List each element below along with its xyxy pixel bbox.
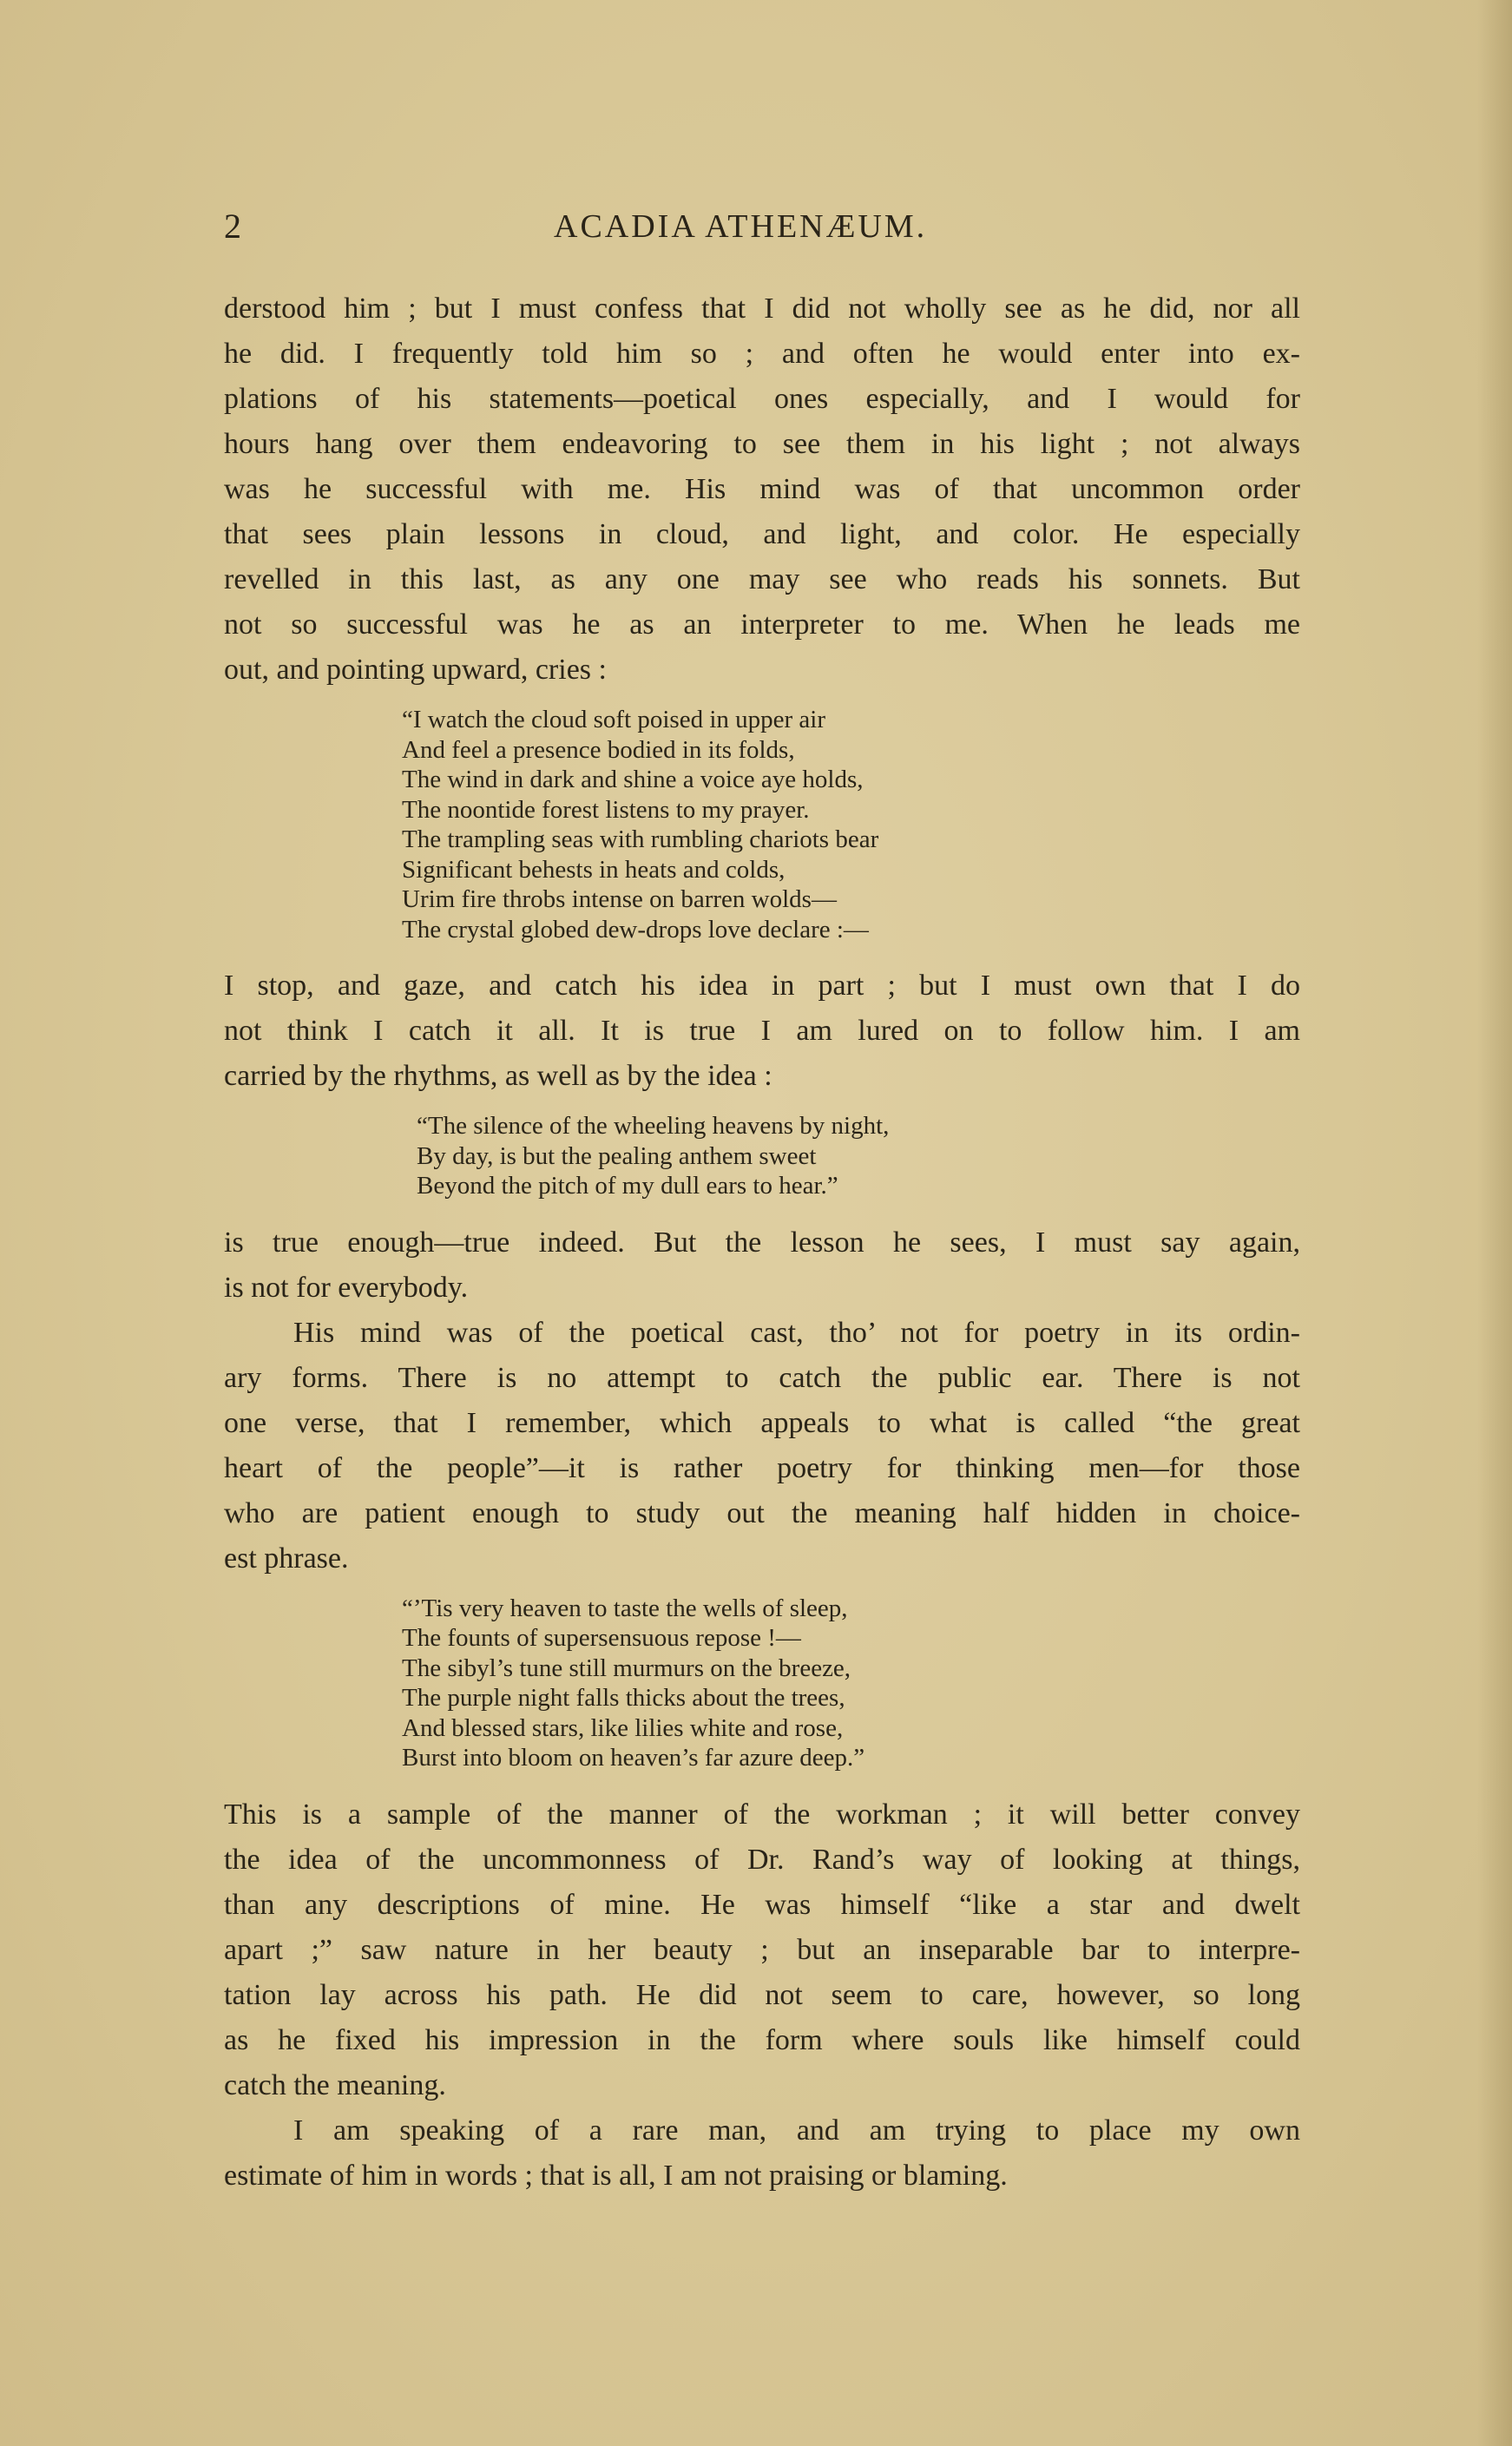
verse-line: Urim fire throbs intense on barren wolds— [402, 885, 837, 913]
text-line: derstood him ; but I must confess that I did not wholly see as he did, nor all [224, 293, 1300, 325]
text-line: catch the meaning. [224, 2068, 446, 2101]
text-line: This is a sample of the manner of the workman ; it will better convey [224, 1798, 1300, 1831]
text-line: not so successful was he as an interpreter to me. When he leads me [224, 608, 1300, 641]
paragraph-1 [224, 286, 1300, 693]
verse-line: The crystal globed dew-drops love declare :— [402, 915, 869, 944]
verse-line: The sibyl’s tune still murmurs on the breeze, [402, 1654, 851, 1682]
verse-line: “’Tis very heaven to taste the wells of sleep, [402, 1594, 848, 1622]
page-header [224, 205, 1300, 248]
verse-quote-1 [224, 705, 1300, 944]
text-line: plations of his statements—poetical ones especially, and I would for [224, 383, 1300, 415]
verse-line: The trampling seas with rumbling chariots bear [402, 825, 879, 853]
text-line: revelled in this last, as any one may see who reads his sonnets. But [224, 563, 1300, 595]
text-line: than any descriptions of mine. He was himself “like a star and dwelt [224, 1888, 1300, 1921]
text-line: est phrase. [224, 1542, 349, 1575]
text-line: apart ;” saw nature in her beauty ; but an inseparable bar to interpre- [224, 1933, 1300, 1966]
verse-line: “I watch the cloud soft poised in upper air [402, 706, 826, 733]
body-text [224, 286, 1300, 2199]
verse-line: Significant behests in heats and colds, [402, 855, 786, 884]
verse-line: The noontide forest listens to my prayer. [402, 795, 810, 824]
page-number: 2 [224, 207, 241, 246]
verse-line: And blessed stars, like lilies white and rose, [402, 1713, 844, 1742]
text-line: not think I catch it all. It is true I am lured on to follow him. I am [224, 1015, 1300, 1047]
verse-line: And feel a presence bodied in its folds, [402, 735, 795, 764]
verse-line: The wind in dark and shine a voice aye holds, [402, 766, 864, 793]
text-line: that sees plain lessons in cloud, and light, and color. He especially [224, 518, 1300, 550]
running-title: ACADIA ATHENÆUM. [554, 208, 928, 245]
text-line: who are patient enough to study out the meaning half hidden in choice- [224, 1496, 1300, 1529]
text-line: carried by the rhythms, as well as by the idea : [224, 1060, 772, 1092]
text-line: heart of the people”—it is rather poetry for thinking men—for those [224, 1451, 1300, 1484]
verse-line: The founts of supersensuous repose !— [402, 1624, 801, 1652]
text-line: he did. I frequently told him so ; and often he would enter into ex- [224, 338, 1300, 370]
paragraph-3 [224, 1220, 1300, 1311]
text-line: is not for everybody. [224, 1271, 469, 1304]
text-line: ary forms. There is no attempt to catch the public ear. There is not [224, 1361, 1300, 1394]
paragraph-4 [224, 1311, 1300, 1581]
text-line: one verse, that I remember, which appeals to what is called “the great [224, 1406, 1300, 1439]
verse-line: By day, is but the pealing anthem sweet [417, 1141, 817, 1170]
text-line: the idea of the uncommonness of Dr. Rand’s way of looking at things, [224, 1843, 1300, 1876]
text-line: His mind was of the poetical cast, tho’ not for poetry in its ordin- [293, 1316, 1300, 1349]
text-line: as he fixed his impression in the form where souls like himself could [224, 2023, 1300, 2056]
text-line: out, and pointing upward, cries : [224, 654, 607, 686]
text-line: tation lay across his path. He did not seem to care, however, so long [224, 1978, 1300, 2011]
paragraph-5 [224, 1792, 1300, 2108]
text-line: hours hang over them endeavoring to see them in his light ; not always [224, 428, 1300, 460]
verse-line: “The silence of the wheeling heavens by night, [417, 1112, 890, 1140]
verse-line: Beyond the pitch of my dull ears to hear.” [417, 1172, 838, 1200]
verse-line: Burst into bloom on heaven’s far azure deep.” [402, 1744, 865, 1772]
text-line: estimate of him in words ; that is all, I am not praising or blaming. [224, 2159, 1008, 2192]
text-line: is true enough—true indeed. But the lesson he sees, I must say again, [224, 1226, 1300, 1259]
page-edge-shadow [1477, 0, 1512, 2446]
text-line: I am speaking of a rare man, and am trying to place my own [293, 2114, 1300, 2147]
verse-line: The purple night falls thicks about the trees, [402, 1684, 845, 1712]
paragraph-2 [224, 963, 1300, 1099]
text-line: I stop, and gaze, and catch his idea in part ; but I must own that I do [224, 970, 1300, 1002]
verse-quote-3 [224, 1594, 1300, 1773]
paragraph-6 [224, 2108, 1300, 2199]
text-line: was he successful with me. His mind was of that uncommon order [224, 473, 1300, 505]
verse-quote-2 [224, 1111, 1300, 1201]
